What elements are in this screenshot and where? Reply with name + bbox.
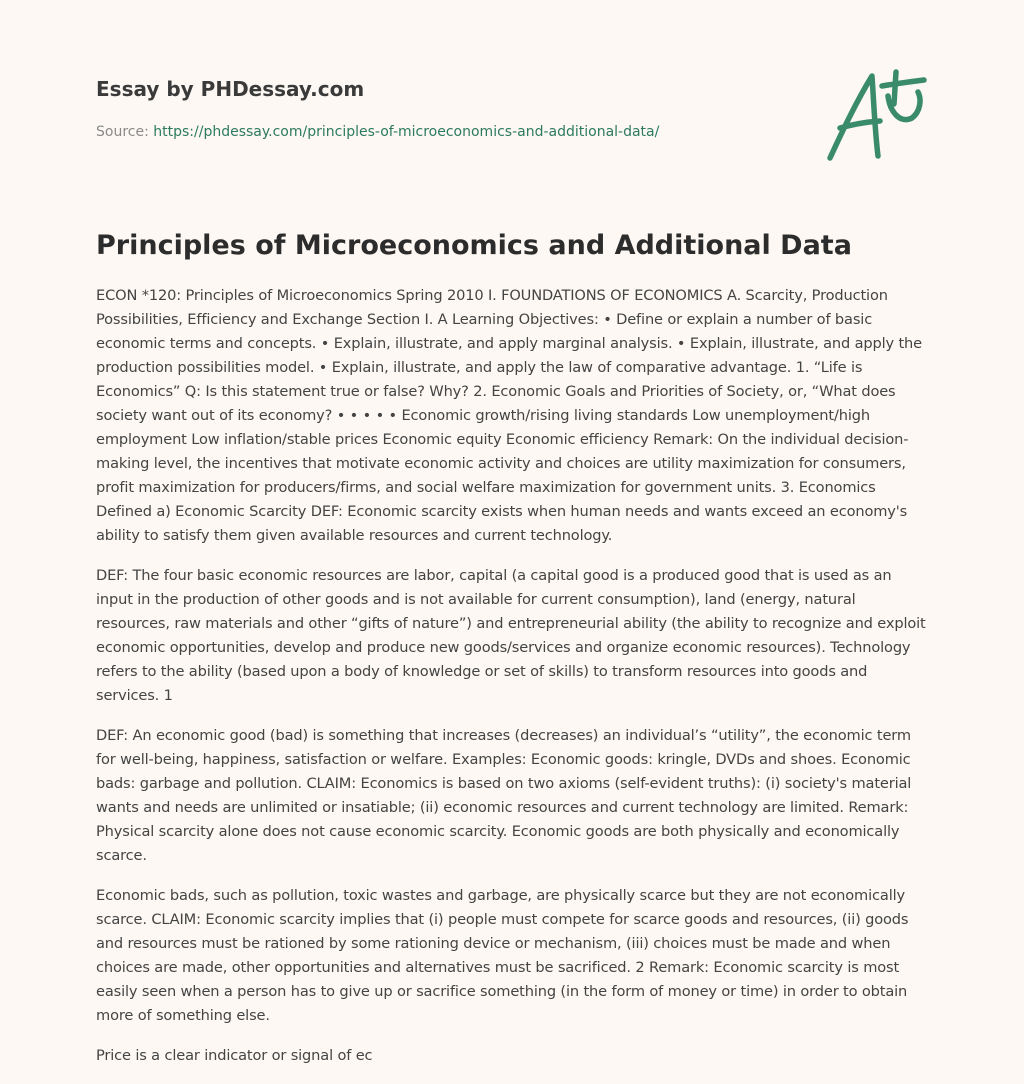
source-link[interactable]: https://phdessay.com/principles-of-microeconomics-and-additional-data/	[153, 124, 660, 140]
source-label: Source:	[96, 124, 154, 140]
article-paragraph: DEF: An economic good (bad) is something that increases (decreases) an individual’s “utility”, the economic term for well-being, happiness, satisfaction or welfare. Examples: Economic goods: kringle, DVDs and shoes. Economic bads: garbage and pollution. CLAIM: Economics is based on two axioms (self-evident truths): (i) society's material wants and needs are unlimited or insatiable; (ii) economic resources and current technology are limited. Remark: Physical scarcity alone does not cause economic scarcity. Economic goods are both physically and economically scarce.	[96, 727, 912, 864]
a-plus-grade-icon	[820, 66, 930, 166]
site-brand: Essay by PHDessay.com	[96, 77, 365, 101]
article-title: Principles of Microeconomics and Additional Data	[96, 230, 852, 261]
article-paragraph: Economic bads, such as pollution, toxic wastes and garbage, are physically scarce but they are not economically scarce. CLAIM: Economic scarcity implies that (i) people must compete for scarce goods and resources, (ii) goods and resources must be rationed by some rationing device or mechanism, (iii) choices must be made and when choices are made, other opportunities and alternatives must be sacrificed. 2 Remark: Economic scarcity is most easily seen when a person has to give up or sacrifice something (in the form of money or time) in order to obtain more of something else.	[96, 887, 909, 1024]
article-paragraph: Price is a clear indicator or signal of ec	[96, 1047, 373, 1064]
article-paragraph: DEF: The four basic economic resources are labor, capital (a capital good is a produced good that is used as an input in the production of other goods and is not available for current consumption), land (energy, natural resources, raw materials and other “gifts of nature”) and entrepreneurial ability (the ability to recognize and exploit economic opportunities, develop and produce new goods/services and organize economic resources). Technology refers to the ability (based upon a body of knowledge or set of skills) to transform resources into goods and services. 1	[96, 567, 926, 704]
article-body	[96, 284, 930, 1084]
source-line	[96, 122, 796, 142]
article-paragraph: ECON *120: Principles of Microeconomics Spring 2010 I. FOUNDATIONS OF ECONOMICS A. Scarcity, Production Possibilities, Efficiency and Exchange Section I. A Learning Objectives: • Define or explain a number of basic economic terms and concepts. • Explain, illustrate, and apply marginal analysis. • Explain, illustrate, and apply the production possibilities model. • Explain, illustrate, and apply the law of comparative advantage. 1. “Life is Economics” Q: Is this statement true or false? Why? 2. Economic Goals and Priorities of Society, or, “What does society want out of its economy? • • • • • Economic growth/rising living standards Low unemployment/high employment Low inflation/stable prices Economic equity Economic efficiency Remark: On the individual decision-making level, the incentives that motivate economic activity and choices are utility maximization for consumers, profit maximization for producers/firms, and social welfare maximization for government units. 3. Economics Defined a) Economic Scarcity DEF: Economic scarcity exists when human needs and wants exceed an economy's ability to satisfy them given available resources and current technology.	[96, 287, 922, 544]
site-header	[96, 74, 796, 142]
